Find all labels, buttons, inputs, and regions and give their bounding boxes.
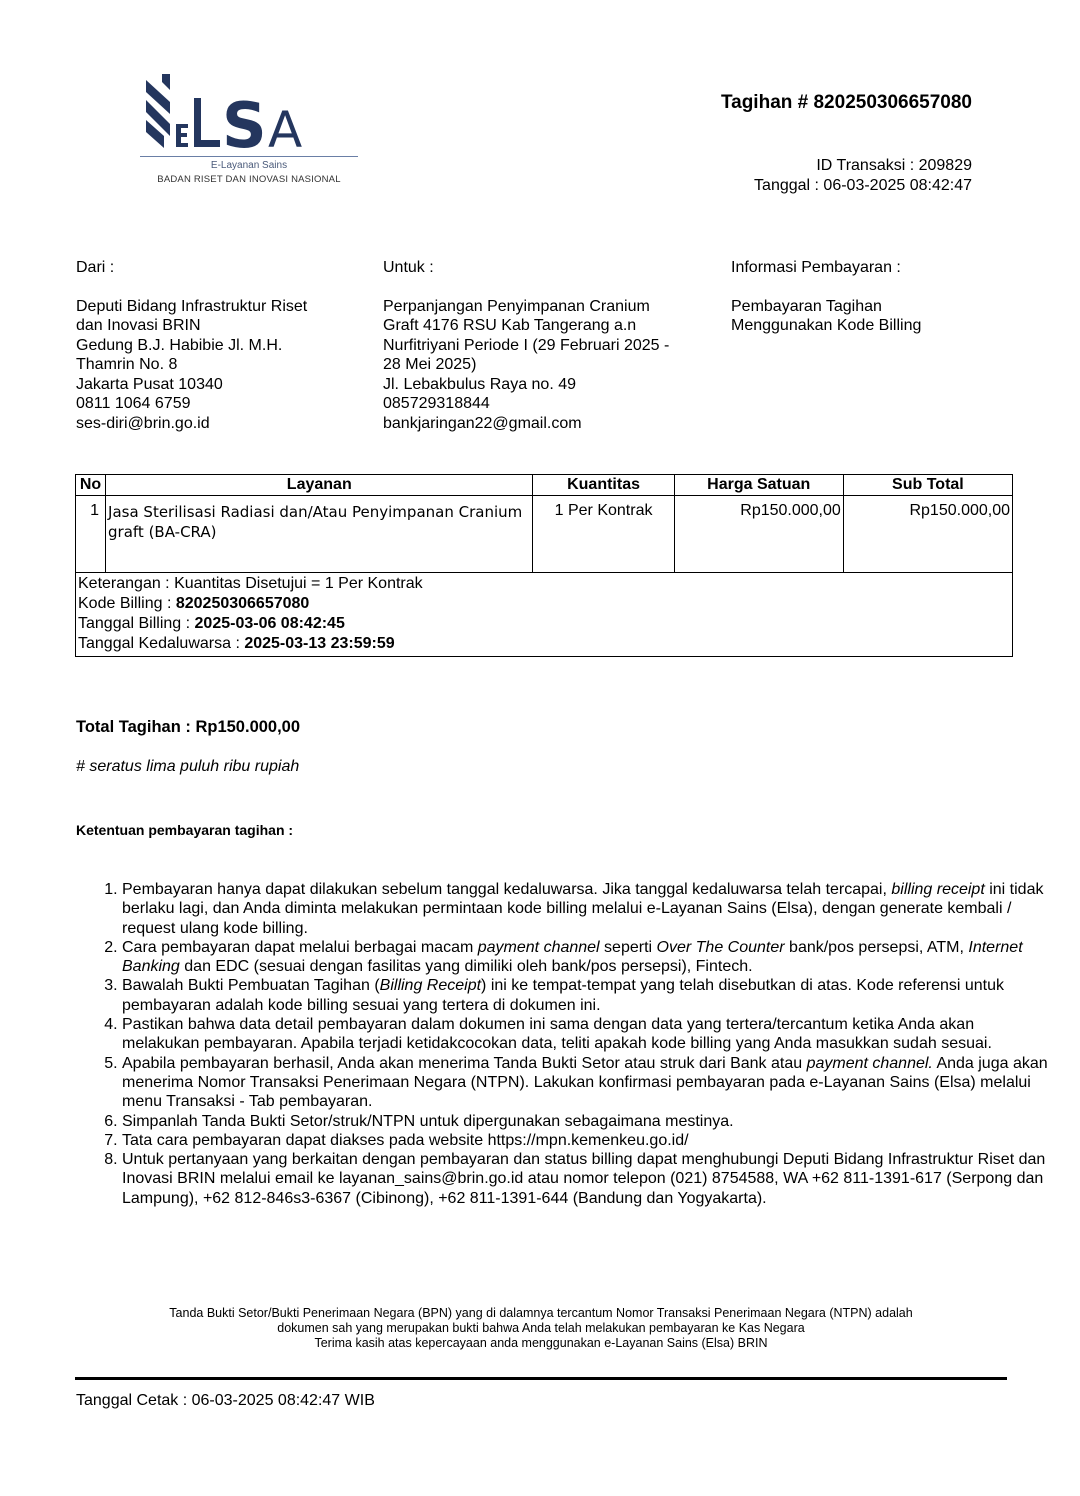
terms-text: Pembayaran hanya dapat dilakukan sebelum tanggal kedaluwarsa. Jika tanggal kedaluwarsa telah tercapai, [122, 881, 892, 898]
logo-divider [140, 156, 358, 157]
terms-text: ) ini ke tempat-tempat yang telah disebutkan di atas. Kode referensi untuk pembayaran adalah kode billing sesuai yang tertera di dokumen ini. [122, 977, 1005, 1014]
terms-text: Over The Counter [656, 938, 785, 956]
from-email: ses-diri@brin.go.id [76, 414, 210, 432]
from-line: Gedung B.J. Habibie Jl. M.H. [76, 336, 283, 354]
notes-keterangan: Keterangan : Kuantitas Disetujui = 1 Per Kontrak [78, 575, 423, 592]
footer-note [76, 1306, 1006, 1351]
footer-line: Terima kasih atas kepercayaan anda menggunakan e-Layanan Sains (Elsa) BRIN [314, 1336, 768, 1350]
header-service: Layanan [106, 475, 533, 496]
terms-text: bank/pos persepsi, ATM, [784, 938, 969, 956]
row-qty: 1 Per Kontrak [533, 496, 674, 573]
total-in-words: # seratus lima puluh ribu rupiah [76, 758, 300, 775]
terms-text: dan EDC (sesuai dengan fasilitas yang dimiliki oleh bank/pos persepsi), Fintech. [179, 958, 753, 976]
terms-text: Internet Banking [122, 938, 1023, 976]
to-heading: Untuk : [383, 259, 434, 276]
terms-item [122, 1054, 1052, 1112]
footer-line: Tanda Bukti Setor/Bukti Penerimaan Negara (BPN) yang di dalamnya tercantum Nomor Transaksi Penerimaan Negara (NTPN) adalah [169, 1306, 913, 1320]
terms-heading: Ketentuan pembayaran tagihan : [76, 822, 294, 838]
row-no: 1 [76, 496, 106, 573]
terms-text: billing receipt [891, 881, 985, 898]
from-line: 0811 1064 6759 [76, 395, 191, 412]
payment-info-section [731, 258, 1006, 336]
svg-text:S: S [222, 89, 267, 156]
terms-text: Untuk pertanyaan yang berkaitan dengan pembayaran dan status billing dapat menghubungi Deputi Bidang Infrastruktur Riset dan Inovasi BRIN melalui email ke layanan_sains@brin.go.id atau nomor telepon (021) 8754588, WA +62 811-1391-617 (Serpong dan Lampung), +62 812-846s3-6367 (Cibinong), +62 811-1391-644 (Bandung dan Yogyakarta). [122, 1151, 1046, 1207]
from-line: Jakarta Pusat 10340 [76, 375, 223, 393]
terms-item [122, 1015, 1052, 1054]
table-row [76, 496, 1013, 573]
items-table [75, 474, 1013, 657]
to-line: Perpanjangan Penyimpanan Cranium [383, 297, 650, 315]
terms-item [122, 1150, 1052, 1208]
from-line: Deputi Bidang Infrastruktur Riset [76, 297, 308, 315]
to-section [383, 258, 718, 433]
notes-row [76, 573, 1013, 657]
to-line: Graft 4176 RSU Kab Tangerang a.n [383, 317, 637, 334]
terms-item [122, 976, 1052, 1015]
footer-line: dokumen sah yang merupakan bukti bahwa Anda telah melakukan pembayaran ke Kas Negara [277, 1321, 805, 1335]
from-line: Thamrin No. 8 [76, 356, 178, 373]
terms-text: Billing Receipt [379, 977, 482, 995]
payment-info-heading: Informasi Pembayaran : [731, 259, 901, 276]
transaction-id: ID Transaksi : 209829 [816, 157, 972, 174]
header-unit-price: Harga Satuan [674, 475, 843, 496]
to-line: Jl. Lebakbulus Raya no. 49 [383, 375, 577, 393]
footer-divider [75, 1377, 1007, 1380]
terms-list [76, 880, 1052, 1208]
logo-org: BADAN RISET DAN INOVASI NASIONAL [157, 174, 341, 185]
terms-item [122, 1131, 1052, 1150]
terms-text: Apabila pembayaran berhasil, Anda akan menerima Tanda Bukti Setor atau struk dari Bank atau [122, 1054, 807, 1072]
elsa-logo [140, 70, 360, 190]
from-heading: Dari : [76, 259, 115, 276]
terms-text: seperti [599, 938, 657, 956]
table-header-row [76, 475, 1013, 496]
terms-text: ini tidak berlaku lagi, dan Anda diminta melakukan permintaan kode billing melalui e-Layanan Sains (Elsa), dengan generate kembali / request ulang kode billing. [122, 881, 1044, 937]
terms-item [122, 938, 1052, 977]
terms-item [122, 880, 1052, 938]
row-subtotal: Rp150.000,00 [843, 496, 1012, 573]
invoice-meta [754, 156, 972, 196]
row-service: Jasa Sterilisasi Radiasi dan/Atau Penyimpanan Cranium graft (BA-CRA) [106, 496, 533, 573]
terms-text: payment channel [477, 938, 600, 956]
invoice-date: Tanggal : 06-03-2025 08:42:47 [754, 177, 972, 194]
terms-text: Simpanlah Tanda Bukti Setor/struk/NTPN untuk dipergunakan sebagaimana mestinya. [122, 1112, 734, 1130]
terms-text: Anda juga akan menerima Nomor Transaksi Penerimaan Negara (NTPN). Lakukan konfirmasi pembayaran pada e-Layanan Sains (Elsa) melalui menu Transaksi - Tab pembayaran. [122, 1054, 1048, 1111]
to-line: Nurfitriyani Periode I (29 Februari 2025 - [383, 336, 670, 354]
from-line: dan Inovasi BRIN [76, 317, 201, 334]
header-no: No [76, 475, 106, 496]
billing-date-value: 2025-03-06 08:42:45 [194, 615, 345, 632]
header-subtotal: Sub Total [843, 475, 1012, 496]
to-line: 085729318844 [383, 395, 490, 412]
print-date: Tanggal Cetak : 06-03-2025 08:42:47 WIB [76, 1392, 375, 1409]
payment-info-line: Menggunakan Kode Billing [731, 317, 922, 334]
expiry-label: Tanggal Kedaluwarsa : [78, 635, 245, 652]
svg-text:A: A [268, 101, 303, 156]
invoice-title: Tagihan # 820250306657080 [720, 92, 972, 113]
terms-text: payment channel. [806, 1054, 933, 1072]
from-section [76, 258, 356, 433]
billing-notes [76, 573, 1013, 657]
terms-text: Pastikan bahwa data detail pembayaran dalam dokumen ini sama dengan data yang tertera/tercantum ketika Anda akan melakukan pembayaran. Apabila terjadi ketidakcocokan data, teliti apakah kode billing yang Anda masukkan sudah sesuai. [122, 1016, 992, 1053]
header-qty: Kuantitas [533, 475, 674, 496]
logo-subtitle: E-Layanan Sains [210, 160, 288, 171]
terms-item [122, 1112, 1052, 1131]
billing-date-label: Tanggal Billing : [78, 615, 195, 632]
payment-info-line: Pembayaran Tagihan [731, 297, 882, 315]
elsa-logo-mark [140, 70, 360, 156]
terms-text: Tata cara pembayaran dapat diakses pada website https://mpn.kemenkeu.go.id/ [122, 1131, 689, 1149]
expiry-value: 2025-03-13 23:59:59 [244, 635, 395, 652]
notes-expiry [78, 634, 1010, 654]
total-amount: Total Tagihan : Rp150.000,00 [76, 718, 301, 736]
billing-code-value: 820250306657080 [175, 595, 310, 612]
notes-billing-date [78, 614, 1010, 634]
to-line: 28 Mei 2025) [383, 356, 477, 373]
terms-text: Cara pembayaran dapat melalui berbagai macam [122, 938, 478, 956]
billing-code-label: Kode Billing : [78, 595, 176, 612]
row-unit-price: Rp150.000,00 [674, 496, 843, 573]
to-email: bankjaringan22@gmail.com [383, 414, 582, 432]
terms-text: Bawalah Bukti Pembuatan Tagihan ( [122, 977, 380, 995]
notes-billing-code [78, 594, 1010, 614]
